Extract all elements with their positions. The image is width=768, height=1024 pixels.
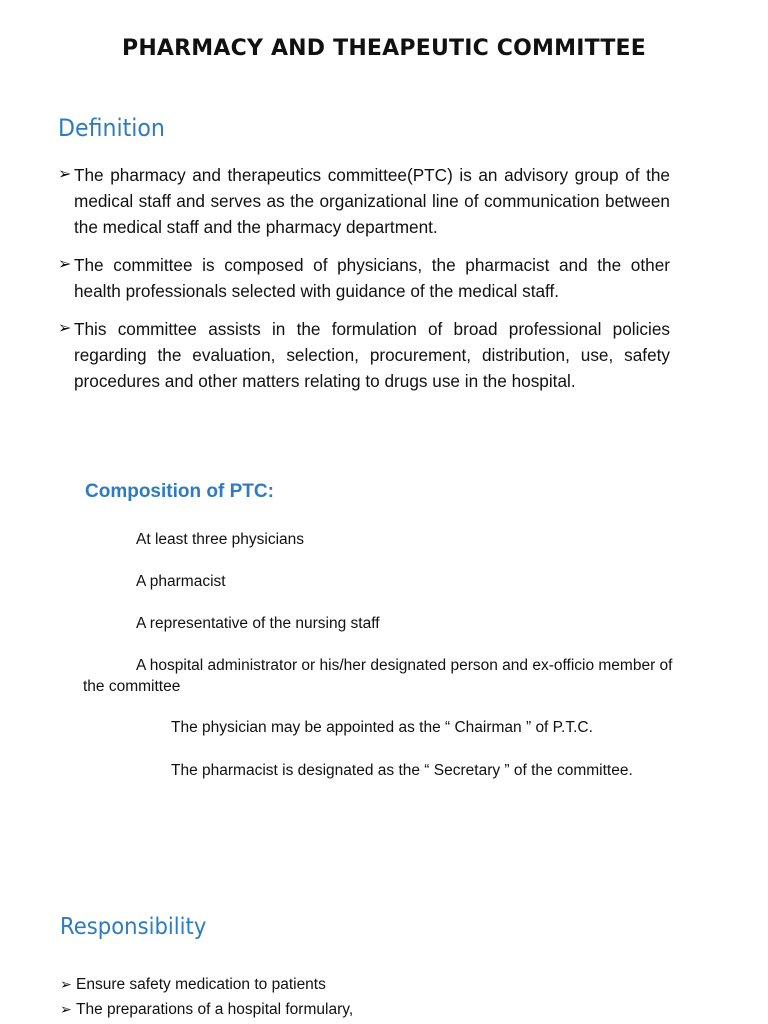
- arrow-bullet-icon: ➢: [58, 256, 72, 273]
- arrow-bullet-icon: ➢: [60, 976, 72, 992]
- composition-heading: Composition of PTC:: [85, 481, 274, 502]
- definition-heading: Definition: [58, 114, 165, 142]
- list-item: [58, 316, 670, 394]
- list-item: [60, 997, 672, 1022]
- list-item: [58, 162, 670, 240]
- arrow-bullet-icon: ➢: [58, 166, 72, 183]
- composition-item: A pharmacist: [136, 573, 226, 590]
- list-item: [60, 972, 672, 997]
- composition-item: A hospital administrator or his/her designated person and ex-officio member of the committee: [83, 657, 673, 695]
- responsibility-list: [60, 972, 672, 1022]
- definition-bullet-text: The pharmacy and therapeutics committee(PTC) is an advisory group of the medical staff and serves as the organizational line of communication between the medical staff and the pharmacy department.: [74, 165, 670, 237]
- composition-note: The pharmacist is designated as the “ Secretary ” of the committee.: [171, 762, 633, 779]
- definition-bullet-text: This committee assists in the formulation of broad professional policies regarding the evaluation, selection, procurement, distribution, use, safety procedures and other matters relating to drugs use in the hospital.: [74, 319, 670, 391]
- definition-list: [58, 162, 670, 406]
- composition-note: The physician may be appointed as the “ Chairman ” of P.T.C.: [171, 719, 593, 736]
- arrow-bullet-icon: ➢: [60, 1001, 72, 1017]
- composition-item: A representative of the nursing staff: [136, 615, 380, 632]
- definition-bullet-text: The committee is composed of physicians, the pharmacist and the other health professionals selected with guidance of the medical staff.: [74, 255, 670, 301]
- list-item: [58, 252, 670, 304]
- responsibility-bullet-text: Ensure safety medication to patients: [76, 976, 326, 993]
- responsibility-bullet-text: The preparations of a hospital formulary,: [76, 1001, 354, 1018]
- responsibility-heading: Responsibility: [60, 914, 207, 940]
- arrow-bullet-icon: ➢: [58, 320, 72, 337]
- page-title: PHARMACY AND THEAPEUTIC COMMITTEE: [122, 36, 646, 61]
- composition-item: At least three physicians: [136, 531, 305, 548]
